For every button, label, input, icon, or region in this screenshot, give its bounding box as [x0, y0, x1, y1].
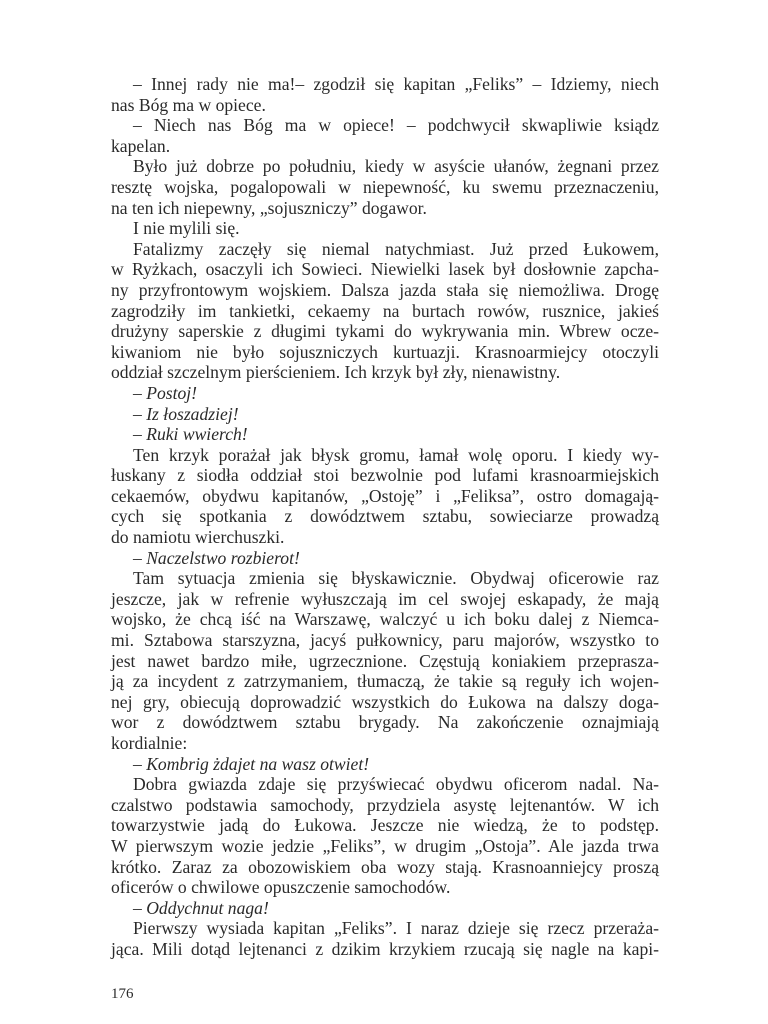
text-line: oficerów o chwilowe opuszczenie samochodów. — [111, 877, 451, 898]
text-line: na ten ich niepewny, „sojuszniczy” dogawor. — [111, 197, 427, 218]
text-line: towarzystwie jadą do Łukowa. Jeszcze nie wiedzą, że to podstęp. — [111, 815, 659, 836]
text-line: Pierwszy wysiada kapitan „Feliks”. I naraz dzieje się rzecz przeraża- — [133, 918, 659, 939]
text-line: jeszcze, jak w refrenie wyłuszczają im cel swojej eskapady, że mają — [111, 588, 659, 609]
text-line: nej gry, obiecują doprowadzić wszystkich do Łukowa na dalszy doga- — [111, 691, 659, 712]
text-line: w Ryżkach, osaczyli ich Sowieci. Niewielki lasek był dosłownie zapcha- — [111, 259, 659, 280]
page-number: 176 — [111, 986, 134, 1002]
text-line: W pierwszym wozie jedzie „Feliks”, w drugim „Ostoja”. Ale jazda trwa — [111, 835, 659, 856]
text-line: – Innej rady nie ma!– zgodził się kapitan „Feliks” – Idziemy, niech — [133, 74, 659, 94]
text-line: resztę wojska, pogalopowali w niepewność, ku swemu przeznaczeniu, — [111, 176, 659, 197]
dialogue-line: – Postoj! — [133, 382, 198, 403]
text-line: jest nawet bardzo miłe, ugrzecznione. Częstują koniakiem przeprasza- — [111, 650, 659, 671]
text-line: mi. Sztabowa starszyzna, jacyś pułkownicy, paru majorów, wszystko to — [111, 630, 659, 651]
dialogue-line: – Ruki wwierch! — [133, 424, 248, 445]
text-line: drużyny saperskie z długimi tykami do wykrywania min. Wbrew ocze- — [111, 321, 659, 342]
text-line: łuskany z siodła oddział stoi bezwolnie pod lufami krasnoarmiejskich — [111, 465, 659, 486]
text-line: ją za incydent z zatrzymaniem, tłumaczą, że takie są reguły ich wojen- — [111, 671, 659, 692]
text-line: wor z dowództwem sztabu brygady. Na zakończenie oznajmiają — [111, 712, 659, 733]
text-line: krótko. Zaraz za obozowiskiem oba wozy stają. Krasnoanniejcy proszą — [111, 856, 659, 877]
text-line: ny przyfrontowym wojskiem. Dalsza jazda stała się niemożliwa. Drogę — [111, 279, 659, 300]
text-line: nas Bóg ma w opiece. — [111, 94, 266, 115]
text-line: czalstwo podstawia samochody, przydziela asystę lejtenantów. W ich — [111, 794, 659, 815]
dialogue-line: – Iz łoszadziej! — [133, 403, 239, 424]
text-line: jąca. Mili dotąd lejtenanci z dzikim krzykiem rzucają się nagle na kapi- — [111, 938, 659, 959]
text-line: Było już dobrze po południu, kiedy w asyście ułanów, żegnani przez — [133, 156, 659, 177]
text-line: zagrodziły im tankietki, cekaemy na burtach rowów, rusznice, jakieś — [111, 300, 659, 321]
text-line: kordialnie: — [111, 733, 188, 753]
text-line: Tam sytuacja zmienia się błyskawicznie. Obydwaj oficerowie raz — [133, 568, 659, 589]
text-line: do namiotu wierchuszki. — [111, 527, 285, 548]
text-line: Fatalizmy zaczęły się niemal natychmiast. Już przed Łukowem, — [133, 238, 659, 259]
dialogue-line: – Naczelstwo rozbierot! — [133, 547, 300, 568]
dialogue-line: – Kombrig żdajet na wasz otwiet! — [133, 753, 370, 774]
text-line: wojsko, że chcą iść na Warszawę, walczyć u ich boku dalej z Niemca- — [111, 609, 659, 630]
text-line: kapelan. — [111, 135, 171, 156]
book-page-text — [111, 74, 659, 960]
text-line: I nie mylili się. — [133, 218, 240, 239]
dialogue-line: – Oddychnut naga! — [133, 897, 269, 918]
text-line: oddział szczelnym pierścieniem. Ich krzyk był zły, nienawistny. — [111, 362, 561, 383]
text-line: – Niech nas Bóg ma w opiece! – podchwycił skwapliwie ksiądz — [133, 115, 659, 136]
text-line: kiwaniom nie było sojuszniczych kurtuazji. Krasnoarmiejcy otoczyli — [111, 341, 659, 362]
text-line: cych się spotkania z dowództwem sztabu, sowieciarze prowadzą — [111, 506, 659, 527]
text-line: Dobra gwiazda zdaje się przyświecać obydwu oficerom nadal. Na- — [133, 774, 659, 795]
text-line: Ten krzyk porażał jak błysk gromu, łamał wolę oporu. I kiedy wy- — [133, 444, 659, 465]
text-line: cekaemów, obydwu kapitanów, „Ostoję” i „Feliksa”, ostro domagają- — [111, 485, 659, 506]
